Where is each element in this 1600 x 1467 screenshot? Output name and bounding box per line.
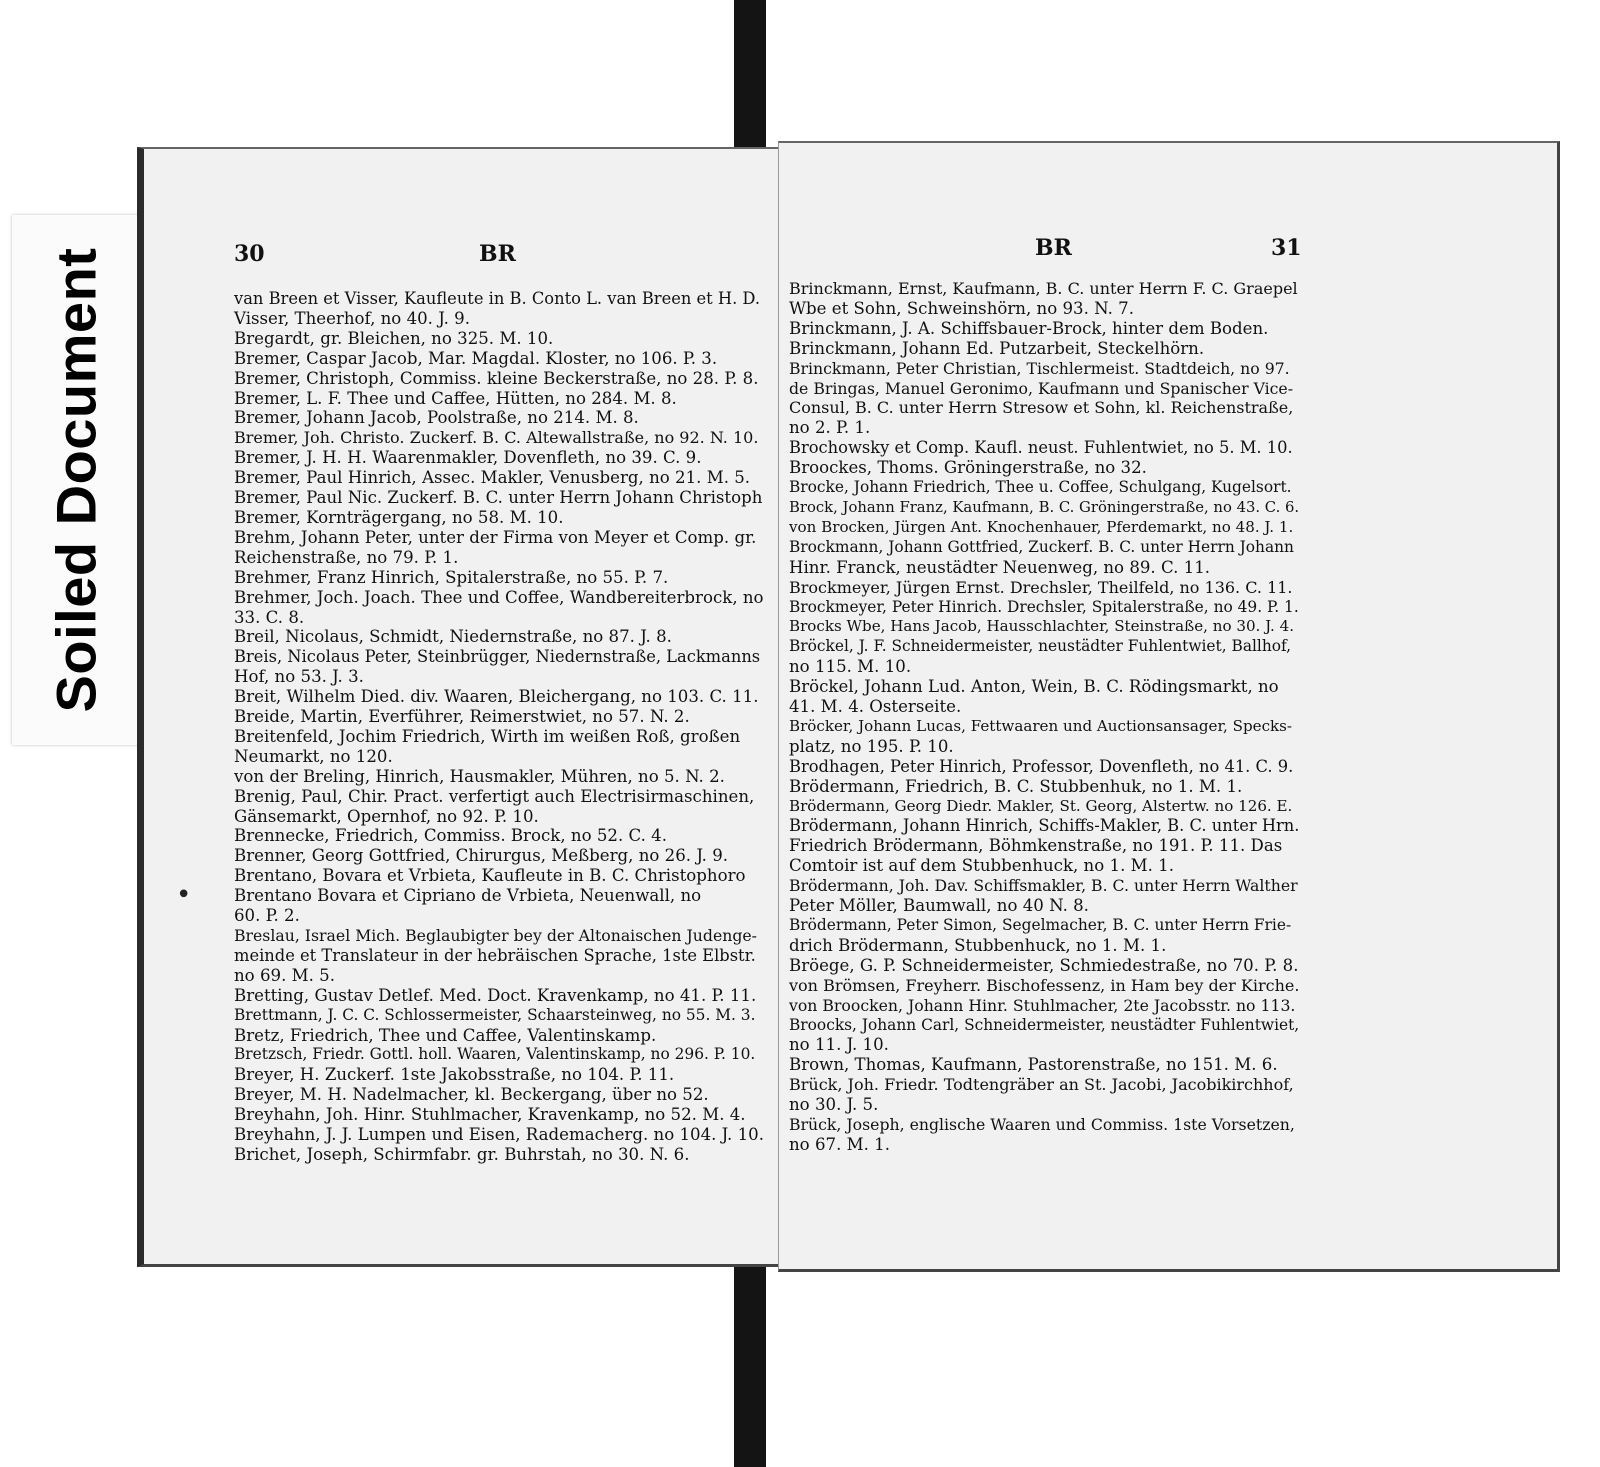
directory-entry: Bremer, L. F. Thee und Caffee, Hütten, no 284. M. 8.	[234, 388, 677, 408]
directory-entry: Bretz, Friedrich, Thee und Caffee, Valentinskamp.	[234, 1025, 657, 1045]
directory-entry: no 30. J. 5.	[789, 1095, 879, 1115]
directory-entry: Bretzsch, Friedr. Gottl. holl. Waaren, Valentinskamp, no 296. P. 10.	[234, 1045, 756, 1064]
directory-entry: no 69. M. 5.	[234, 965, 335, 985]
directory-entry: von Brocken, Jürgen Ant. Knochenhauer, Pferdemarkt, no 48. J. 1.	[789, 517, 1294, 536]
directory-entry: Bröcker, Johann Lucas, Fettwaaren und Auctionsansager, Specks-	[789, 716, 1293, 735]
directory-entry: Broocks, Johann Carl, Schneidermeister, neustädter Fuhlentwiet,	[789, 1015, 1300, 1034]
directory-entry: Bremer, Kornträgergang, no 58. M. 10.	[234, 507, 564, 527]
directory-entry: Wbe et Sohn, Schweinshörn, no 93. N. 7.	[789, 298, 1135, 318]
directory-entry: Bremer, Joh. Christo. Zuckerf. B. C. Altewallstraße, no 92. N. 10.	[234, 428, 759, 448]
directory-entry: Friedrich Brödermann, Böhmkenstraße, no 191. P. 11. Das	[789, 836, 1283, 856]
directory-entry: Brinckmann, J. A. Schiffsbauer-Brock, hinter dem Boden.	[789, 318, 1269, 338]
right-running-head: BR	[1035, 235, 1072, 261]
directory-entry: Peter Möller, Baumwall, no 40 N. 8.	[789, 896, 1089, 916]
directory-entry: Breyhahn, Joh. Hinr. Stuhlmacher, Kravenkamp, no 52. M. 4.	[234, 1105, 746, 1125]
directory-entry: Brentano Bovara et Cipriano de Vrbieta, Neuenwall, no	[234, 886, 702, 906]
directory-entry: platz, no 195. P. 10.	[789, 736, 954, 756]
directory-entry: Breil, Nicolaus, Schmidt, Niedernstraße, no 87. J. 8.	[234, 627, 672, 647]
directory-entry: Brehmer, Joch. Joach. Thee und Coffee, Wandbereiterbrock, no	[234, 587, 764, 607]
directory-entry: Brödermann, Friedrich, B. C. Stubbenhuk, no 1. M. 1.	[789, 776, 1243, 796]
directory-entry: Brichet, Joseph, Schirmfabr. gr. Buhrstah, no 30. N. 6.	[234, 1144, 690, 1164]
directory-entry: von Brömsen, Freyherr. Bischofessenz, in Ham bey der Kirche.	[789, 975, 1300, 995]
directory-entry: Brockmann, Johann Gottfried, Zuckerf. B. C. unter Herrn Johann	[789, 537, 1294, 556]
directory-entry: Brockmeyer, Jürgen Ernst. Drechsler, Theilfeld, no 136. C. 11.	[789, 577, 1293, 597]
directory-entry: 33. C. 8.	[234, 607, 305, 627]
directory-entry: Comtoir ist auf dem Stubbenhuck, no 1. M. 1.	[789, 856, 1174, 876]
directory-entry: Consul, B. C. unter Herrn Stresow et Sohn, kl. Reichenstraße,	[789, 398, 1294, 418]
directory-entry: Breyer, H. Zuckerf. 1ste Jakobsstraße, no 104. P. 11.	[234, 1065, 675, 1085]
soiled-document-text: Soiled Document	[44, 247, 108, 713]
directory-entry: Breide, Martin, Everführer, Reimerstwiet, no 57. N. 2.	[234, 707, 690, 727]
right-page	[778, 141, 1560, 1272]
directory-entry: Breyhahn, J. J. Lumpen und Eisen, Rademacherg. no 104. J. 10.	[234, 1125, 764, 1145]
binding-strip-bottom	[734, 1262, 766, 1467]
directory-entry: Brentano, Bovara et Vrbieta, Kaufleute in B. C. Christophoro	[234, 866, 746, 886]
left-page-number: 30	[234, 241, 265, 267]
directory-entry: Bremer, Paul Hinrich, Assec. Makler, Venusberg, no 21. M. 5.	[234, 468, 751, 488]
directory-entry: meinde et Translateur in der hebräischen Sprache, 1ste Elbstr.	[234, 945, 756, 965]
directory-entry: no 115. M. 10.	[789, 657, 912, 677]
directory-entry: Brenig, Paul, Chir. Pract. verfertigt auch Electrisirmaschinen,	[234, 786, 755, 806]
directory-entry: drich Brödermann, Stubbenhuck, no 1. M. 1.	[789, 935, 1167, 955]
directory-entry: Bremer, Paul Nic. Zuckerf. B. C. unter Herrn Johann Christoph	[234, 488, 763, 508]
directory-entry: Breit, Wilhelm Died. div. Waaren, Bleichergang, no 103. C. 11.	[234, 687, 759, 707]
soiled-document-label	[12, 215, 140, 745]
directory-entry: Breyer, M. H. Nadelmacher, kl. Beckergang, über no 52.	[234, 1085, 709, 1105]
directory-entry: van Breen et Visser, Kaufleute in B. Conto L. van Breen et H. D.	[234, 289, 761, 308]
ink-speck: •	[176, 880, 192, 910]
directory-entry: Bröckel, Johann Lud. Anton, Wein, B. C. Rödingsmarkt, no	[789, 677, 1279, 697]
directory-entry: Breslau, Israel Mich. Beglaubigter bey der Altonaischen Judenge-	[234, 926, 757, 945]
directory-entry: Bröege, G. P. Schneidermeister, Schmiedestraße, no 70. P. 8.	[789, 955, 1299, 975]
directory-entry: Breis, Nicolaus Peter, Steinbrügger, Niedernstraße, Lackmanns	[234, 647, 761, 667]
directory-entry: 60. P. 2.	[234, 906, 300, 926]
directory-entry: Hinr. Franck, neustädter Neuenweg, no 89. C. 11.	[789, 557, 1211, 577]
directory-entry: Bröckel, J. F. Schneidermeister, neustädter Fuhlentwiet, Ballhof,	[789, 637, 1292, 656]
directory-entry: Breitenfeld, Jochim Friedrich, Wirth im weißen Roß, großen	[234, 726, 741, 746]
directory-entry: Bremer, Christoph, Commiss. kleine Beckerstraße, no 28. P. 8.	[234, 368, 759, 388]
directory-entry: Brück, Joh. Friedr. Todtengräber an St. Jacobi, Jacobikirchhof,	[789, 1075, 1294, 1095]
directory-entry: Reichenstraße, no 79. P. 1.	[234, 547, 459, 567]
directory-entry: Brödermann, Peter Simon, Segelmacher, B. C. unter Herrn Frie-	[789, 916, 1292, 934]
directory-entry: von der Breling, Hinrich, Hausmakler, Mühren, no 5. N. 2.	[234, 766, 725, 786]
left-running-head: BR	[479, 241, 516, 267]
directory-entry: Bremer, J. H. H. Waarenmakler, Dovenfleth, no 39. C. 9.	[234, 448, 702, 468]
directory-entry: Brocks Wbe, Hans Jacob, Hausschlachter, Steinstraße, no 30. J. 4.	[789, 617, 1295, 636]
directory-entry: Brinckmann, Ernst, Kaufmann, B. C. unter Herrn F. C. Graepel	[789, 279, 1298, 298]
directory-entry: Brockmeyer, Peter Hinrich. Drechsler, Spitalerstraße, no 49. P. 1.	[789, 597, 1299, 616]
directory-entry: Gänsemarkt, Opernhof, no 92. P. 10.	[234, 806, 539, 826]
directory-entry: Brennecke, Friedrich, Commiss. Brock, no 52. C. 4.	[234, 826, 667, 846]
directory-entry: no 67. M. 1.	[789, 1134, 890, 1154]
binding-strip-top	[734, 0, 766, 150]
directory-entry: no 2. P. 1.	[789, 418, 871, 438]
directory-entry: Brödermann, Johann Hinrich, Schiffs-Makler, B. C. unter Hrn.	[789, 816, 1300, 836]
directory-entry: Brenner, Georg Gottfried, Chirurgus, Meßberg, no 26. J. 9.	[234, 846, 729, 866]
directory-entry: Brocke, Johann Friedrich, Thee u. Coffee, Schulgang, Kugelsort.	[789, 478, 1292, 497]
directory-entry: Bremer, Caspar Jacob, Mar. Magdal. Kloster, no 106. P. 3.	[234, 348, 718, 368]
right-page-number: 31	[1271, 235, 1302, 261]
directory-entry: Broockes, Thoms. Gröningerstraße, no 32.	[789, 458, 1147, 478]
right-entries	[789, 279, 1299, 1155]
directory-entry: Brehm, Johann Peter, unter der Firma von Meyer et Comp. gr.	[234, 527, 757, 547]
directory-entry: Brown, Thomas, Kaufmann, Pastorenstraße, no 151. M. 6.	[789, 1055, 1278, 1075]
directory-entry: Bremer, Johann Jacob, Poolstraße, no 214. M. 8.	[234, 408, 639, 428]
directory-entry: 41. M. 4. Osterseite.	[789, 697, 962, 717]
left-entries	[234, 289, 764, 1165]
directory-entry: Brock, Johann Franz, Kaufmann, B. C. Gröningerstraße, no 43. C. 6.	[789, 498, 1300, 516]
directory-entry: Brinckmann, Johann Ed. Putzarbeit, Steckelhörn.	[789, 338, 1205, 358]
directory-entry: Brödermann, Georg Diedr. Makler, St. Georg, Alstertw. no 126. E.	[789, 796, 1293, 815]
directory-entry: Brettmann, J. C. C. Schlossermeister, Schaarsteinweg, no 55. M. 3.	[234, 1005, 756, 1024]
left-page	[137, 147, 780, 1267]
directory-entry: von Broocken, Johann Hinr. Stuhlmacher, 2te Jacobsstr. no 113.	[789, 995, 1296, 1015]
directory-entry: Neumarkt, no 120.	[234, 746, 393, 766]
directory-entry: de Bringas, Manuel Geronimo, Kaufmann und Spanischer Vice-	[789, 378, 1294, 398]
directory-entry: no 11. J. 10.	[789, 1035, 889, 1055]
directory-entry: Brodhagen, Peter Hinrich, Professor, Dovenfleth, no 41. C. 9.	[789, 756, 1294, 776]
directory-entry: Hof, no 53. J. 3.	[234, 667, 364, 687]
directory-entry: Bretting, Gustav Detlef. Med. Doct. Kravenkamp, no 41. P. 11.	[234, 985, 757, 1005]
directory-entry: Brinckmann, Peter Christian, Tischlermeist. Stadtdeich, no 97.	[789, 358, 1290, 378]
directory-entry: Bregardt, gr. Bleichen, no 325. M. 10.	[234, 328, 554, 348]
directory-entry: Brödermann, Joh. Dav. Schiffsmakler, B. C. unter Herrn Walther	[789, 876, 1298, 896]
directory-entry: Brochowsky et Comp. Kaufl. neust. Fuhlentwiet, no 5. M. 10.	[789, 438, 1293, 458]
directory-entry: Brehmer, Franz Hinrich, Spitalerstraße, no 55. P. 7.	[234, 567, 669, 587]
directory-entry: Visser, Theerhof, no 40. J. 9.	[234, 308, 470, 328]
directory-entry: Brück, Joseph, englische Waaren und Commiss. 1ste Vorsetzen,	[789, 1115, 1295, 1135]
